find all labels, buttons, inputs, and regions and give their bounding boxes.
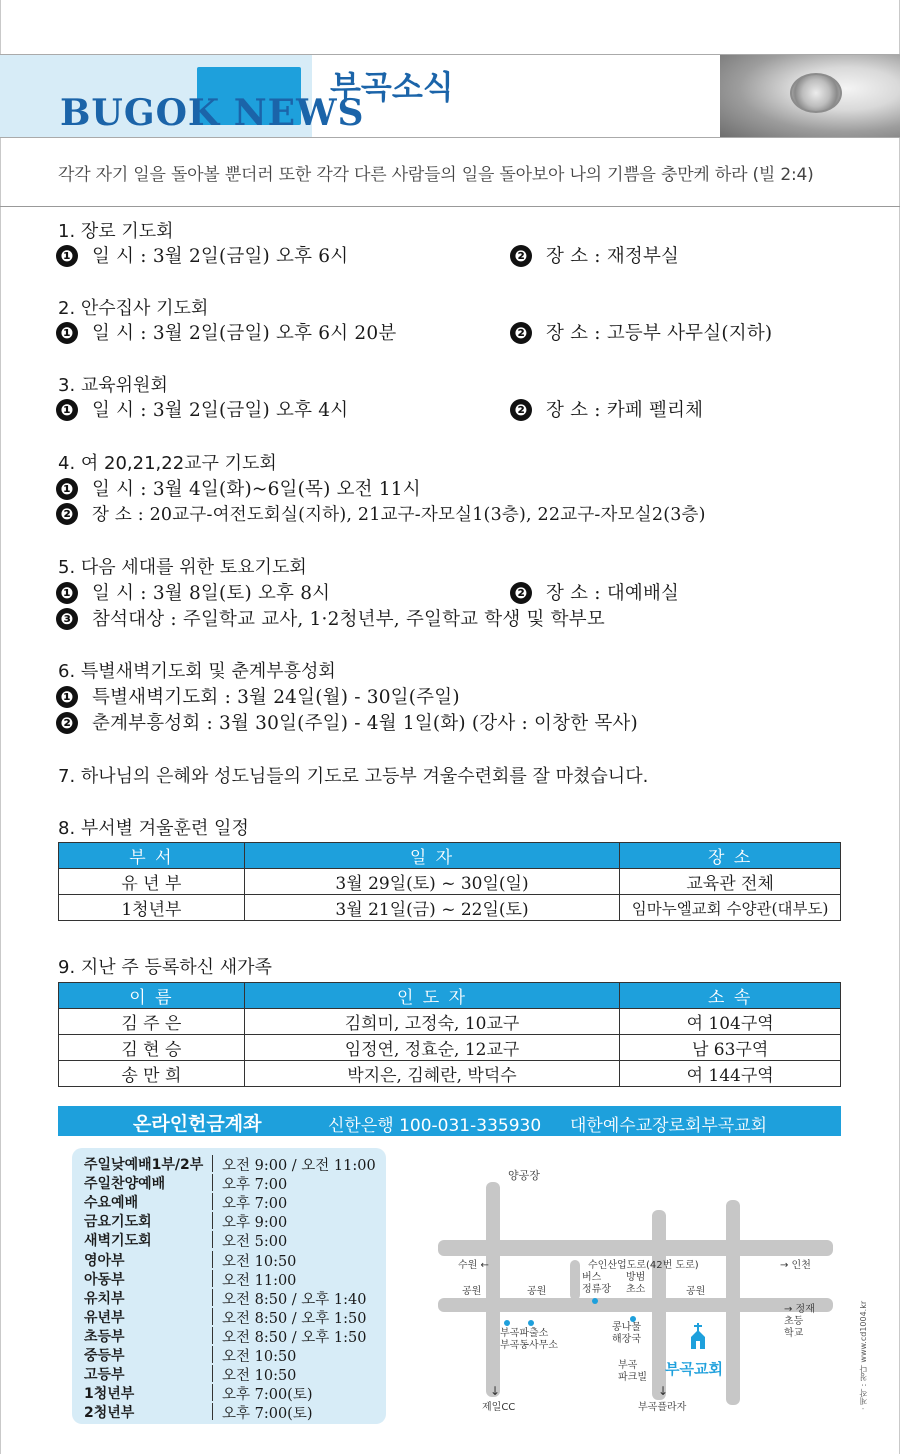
schedule-row bbox=[84, 1250, 384, 1269]
map-label-church: 부곡교회 bbox=[665, 1360, 723, 1378]
schedule-row bbox=[84, 1364, 384, 1383]
schedule-separator bbox=[212, 1174, 213, 1191]
section-6-revival: 춘계부흥성회 : 3월 30일(주일) - 4월 1일(화) (강사 : 이창한 목사) bbox=[92, 713, 638, 734]
section-1-line-1 bbox=[56, 242, 348, 268]
schedule-service-time: 오전 10:50 bbox=[222, 1349, 297, 1365]
header-stump-photo bbox=[720, 55, 900, 138]
arrow-down-icon: ↓ bbox=[658, 1384, 669, 1398]
table-row bbox=[59, 1035, 841, 1061]
map-road-west bbox=[486, 1182, 500, 1397]
number-1-icon: ❶ bbox=[56, 582, 78, 604]
section-5-line-1 bbox=[56, 579, 330, 605]
schedule-row bbox=[84, 1154, 384, 1173]
table-row bbox=[59, 869, 841, 895]
table-row bbox=[59, 1061, 841, 1087]
schedule-separator bbox=[212, 1155, 213, 1172]
schedule-row bbox=[84, 1173, 384, 1192]
number-1-icon: ❶ bbox=[56, 245, 78, 267]
table-cell: 여 144구역 bbox=[620, 1061, 841, 1087]
schedule-separator bbox=[212, 1346, 213, 1363]
section-5-title: 5. 다음 세대를 위한 토요기도회 bbox=[58, 557, 307, 578]
schedule-separator bbox=[212, 1327, 213, 1344]
table-cell: 교육관 전체 bbox=[620, 869, 841, 895]
section-7-title: 7. 하나님의 은혜와 성도님들의 기도로 고등부 겨울수련회를 잘 마쳤습니다. bbox=[58, 766, 649, 787]
training-schedule-table bbox=[58, 842, 841, 921]
worship-schedule bbox=[72, 1148, 386, 1424]
map-marker-office bbox=[528, 1320, 534, 1326]
section-1-place: 장 소 : 재정부실 bbox=[546, 246, 680, 267]
schedule-separator bbox=[212, 1270, 213, 1287]
schedule-row bbox=[84, 1269, 384, 1288]
table-row bbox=[59, 1009, 841, 1035]
section-1-title: 1. 장로 기도회 bbox=[58, 221, 174, 242]
section-3-title: 3. 교육위원회 bbox=[58, 375, 168, 396]
section-8-title: 8. 부서별 겨울훈련 일정 bbox=[58, 818, 249, 839]
schedule-service-name: 금요기도회 bbox=[84, 1214, 152, 1231]
column-header: 인 도 자 bbox=[244, 983, 620, 1009]
arrow-down-icon: ↓ bbox=[490, 1384, 501, 1398]
schedule-service-time: 오후 7:00(토) bbox=[222, 1406, 313, 1423]
table-cell: 임마누엘교회 수양관(대부도) bbox=[620, 895, 841, 921]
table-cell: 김 주 은 bbox=[59, 1009, 245, 1035]
map-road-center bbox=[652, 1210, 669, 1400]
divider bbox=[0, 206, 900, 207]
schedule-service-name: 고등부 bbox=[84, 1367, 125, 1384]
schedule-service-time: 오후 7:00 bbox=[222, 1196, 288, 1213]
schedule-service-name: 중등부 bbox=[84, 1348, 125, 1364]
table-cell: 남 63구역 bbox=[620, 1035, 841, 1061]
section-5-attendees: 참석대상 : 주일학교 교사, 1·2청년부, 주일학교 학생 및 학부모 bbox=[92, 609, 605, 630]
section-5-line-2 bbox=[510, 579, 679, 605]
map-label-park-1: 공원 bbox=[462, 1286, 482, 1297]
section-5-line-3 bbox=[56, 605, 605, 631]
schedule-service-time: 오전 10:50 bbox=[222, 1253, 297, 1270]
schedule-service-time: 오전 8:50 / 오후 1:50 bbox=[222, 1329, 367, 1346]
section-3-line-2 bbox=[510, 396, 703, 422]
schedule-service-time: 오후 9:00 bbox=[222, 1215, 288, 1232]
table-cell: 3월 21일(금) ~ 22일(토) bbox=[244, 895, 620, 921]
section-2-line-1 bbox=[56, 319, 396, 345]
church-icon bbox=[690, 1323, 704, 1347]
number-2-icon: ❷ bbox=[510, 582, 532, 604]
location-map bbox=[420, 1170, 840, 1420]
map-label-bus-stop: 버스 정류장 bbox=[582, 1272, 611, 1295]
section-9-title: 9. 지난 주 등록하신 새가족 bbox=[58, 957, 272, 978]
section-5-place: 장 소 : 대예배실 bbox=[546, 583, 680, 604]
schedule-separator bbox=[212, 1403, 213, 1420]
section-2-title: 2. 안수집사 기도회 bbox=[58, 298, 209, 319]
schedule-service-name: 주일찬양예배 bbox=[84, 1176, 166, 1193]
bugok-news-logo: BUGOK NEWS bbox=[60, 92, 365, 134]
map-label-yanggongjang: 양공장 bbox=[508, 1169, 540, 1182]
schedule-row bbox=[84, 1211, 384, 1230]
section-3-place: 장 소 : 카페 펠리체 bbox=[546, 400, 704, 421]
number-2-icon: ❷ bbox=[56, 712, 78, 734]
table-cell: 3월 29일(토) ~ 30일(일) bbox=[244, 869, 620, 895]
number-2-icon: ❷ bbox=[510, 399, 532, 421]
table-header-row bbox=[59, 843, 841, 869]
map-road-small bbox=[570, 1260, 580, 1300]
table-cell: 여 104구역 bbox=[620, 1009, 841, 1035]
section-3-line-1 bbox=[56, 396, 348, 422]
schedule-service-name: 1청년부 bbox=[84, 1386, 135, 1403]
map-marker-bus-stop bbox=[592, 1298, 598, 1304]
schedule-separator bbox=[212, 1308, 213, 1325]
section-6-title: 6. 특별새벽기도회 및 춘계부흥성회 bbox=[58, 661, 336, 682]
column-header: 이 름 bbox=[59, 983, 245, 1009]
section-1-time: 일 시 : 3월 2일(금일) 오후 6시 bbox=[92, 246, 349, 267]
table-header-row bbox=[59, 983, 841, 1009]
schedule-service-name: 초등부 bbox=[84, 1328, 125, 1345]
schedule-row bbox=[84, 1383, 384, 1402]
table-cell: 박지은, 김혜란, 박덕수 bbox=[244, 1061, 620, 1087]
schedule-service-time: 오후 7:00 bbox=[222, 1177, 288, 1194]
scripture-verse: 각각 자기 일을 돌아볼 뿐더러 또한 각각 다른 사람들의 일을 돌아보아 나의 기쁨을 충만케 하라 (빌 2:4) bbox=[58, 165, 814, 185]
section-4-title: 4. 여 20,21,22교구 기도회 bbox=[58, 453, 277, 474]
schedule-separator bbox=[212, 1193, 213, 1210]
table-cell: 김 현 승 bbox=[59, 1035, 245, 1061]
table-row bbox=[59, 895, 841, 921]
column-header: 일 자 bbox=[244, 843, 620, 869]
number-3-icon: ❸ bbox=[56, 608, 78, 630]
schedule-row bbox=[84, 1345, 384, 1364]
number-2-icon: ❷ bbox=[510, 322, 532, 344]
schedule-service-name: 새벽기도회 bbox=[84, 1233, 152, 1250]
section-6-line-1 bbox=[56, 683, 460, 709]
section-2-line-2 bbox=[510, 319, 772, 345]
schedule-service-name: 유치부 bbox=[84, 1290, 125, 1307]
table-cell: 송 만 희 bbox=[59, 1061, 245, 1087]
schedule-service-time: 오전 8:50 / 오후 1:40 bbox=[222, 1291, 367, 1308]
map-label-road: 수인산업도로(42번 도로) bbox=[588, 1260, 699, 1271]
map-marker-police bbox=[504, 1320, 510, 1326]
number-2-icon: ❷ bbox=[510, 245, 532, 267]
schedule-separator bbox=[212, 1212, 213, 1229]
schedule-row bbox=[84, 1288, 384, 1307]
schedule-service-name: 유년부 bbox=[84, 1309, 125, 1326]
table-cell: 김희미, 고정숙, 10교구 bbox=[244, 1009, 620, 1035]
map-label-kongnamul: 콩나물 해장국 bbox=[612, 1322, 641, 1345]
number-2-icon: ❷ bbox=[56, 503, 78, 525]
schedule-row bbox=[84, 1326, 384, 1345]
section-4-line-2 bbox=[56, 501, 706, 526]
account-holder: 대한예수교장로회부곡교회 bbox=[570, 1116, 768, 1136]
section-6-dawn-prayer: 특별새벽기도회 : 3월 24일(월) - 30일(주일) bbox=[92, 687, 460, 708]
column-header: 장 소 bbox=[620, 843, 841, 869]
map-label-incheon: → 인천 bbox=[780, 1260, 811, 1271]
schedule-separator bbox=[212, 1289, 213, 1306]
map-label-police-booth: 방범 초소 bbox=[626, 1272, 646, 1295]
page-title: 부곡소식 bbox=[330, 68, 454, 106]
map-credit: · 제작 : 청다 www.cd1004.kr bbox=[859, 1300, 868, 1410]
schedule-row bbox=[84, 1402, 384, 1421]
section-4-place: 장 소 : 20교구-여전도회실(지하), 21교구-자모실1(3층), 22교구-자모실2(3층) bbox=[92, 505, 706, 525]
section-4-line-1 bbox=[56, 475, 421, 501]
schedule-row bbox=[84, 1230, 384, 1249]
map-road-east bbox=[726, 1200, 740, 1405]
bank-account: 신한은행 100-031-335930 bbox=[328, 1116, 542, 1136]
map-label-jeongjae-school: → 정재 초등 학교 bbox=[784, 1304, 815, 1339]
schedule-separator bbox=[212, 1384, 213, 1401]
map-label-bugok-plaza: 부곡플라자 bbox=[638, 1402, 687, 1413]
schedule-separator bbox=[212, 1365, 213, 1382]
schedule-service-name: 영아부 bbox=[84, 1252, 125, 1269]
map-label-park-3: 공원 bbox=[686, 1286, 706, 1297]
table-cell: 유 년 부 bbox=[59, 869, 245, 895]
schedule-service-time: 오전 5:00 bbox=[222, 1234, 288, 1251]
schedule-service-time: 오전 8:50 / 오후 1:50 bbox=[222, 1310, 367, 1327]
map-label-parkville: 부곡 파크빌 bbox=[618, 1360, 647, 1383]
schedule-separator bbox=[212, 1231, 213, 1248]
section-3-time: 일 시 : 3월 2일(금일) 오후 4시 bbox=[92, 400, 349, 421]
column-header: 부 서 bbox=[59, 843, 245, 869]
column-header: 소 속 bbox=[620, 983, 841, 1009]
tree-stump-image bbox=[790, 73, 842, 113]
number-1-icon: ❶ bbox=[56, 399, 78, 421]
schedule-service-name: 주일낮예배1부/2부 bbox=[84, 1157, 204, 1173]
schedule-service-time: 오전 11:00 bbox=[222, 1272, 297, 1289]
online-offering-banner bbox=[58, 1106, 841, 1136]
newcomer-table bbox=[58, 982, 841, 1087]
number-1-icon: ❶ bbox=[56, 686, 78, 708]
schedule-service-time: 오전 9:00 / 오전 11:00 bbox=[222, 1158, 376, 1174]
table-cell: 임정연, 정효순, 12교구 bbox=[244, 1035, 620, 1061]
section-5-time: 일 시 : 3월 8일(토) 오후 8시 bbox=[92, 583, 331, 604]
schedule-row bbox=[84, 1192, 384, 1211]
map-label-police-office: 부곡파출소 부곡동사무소 bbox=[500, 1328, 558, 1351]
number-1-icon: ❶ bbox=[56, 322, 78, 344]
schedule-service-time: 오전 10:50 bbox=[222, 1368, 297, 1385]
section-6-line-2 bbox=[56, 709, 638, 735]
map-label-park-2: 공원 bbox=[527, 1286, 547, 1297]
number-1-icon: ❶ bbox=[56, 478, 78, 500]
online-offering-title: 온라인헌금계좌 bbox=[133, 1113, 262, 1135]
section-2-time: 일 시 : 3월 2일(금일) 오후 6시 20분 bbox=[92, 323, 397, 344]
schedule-service-time: 오후 7:00(토) bbox=[222, 1387, 313, 1404]
schedule-service-name: 2청년부 bbox=[84, 1405, 135, 1422]
map-label-suwon: 수원 ← bbox=[458, 1260, 489, 1271]
schedule-separator bbox=[212, 1251, 213, 1268]
schedule-service-name: 수요예배 bbox=[84, 1195, 139, 1212]
section-1-line-2 bbox=[510, 242, 679, 268]
section-4-time: 일 시 : 3월 4일(화)~6일(목) 오전 11시 bbox=[92, 479, 421, 500]
section-2-place: 장 소 : 고등부 사무실(지하) bbox=[546, 323, 773, 344]
schedule-service-name: 아동부 bbox=[84, 1271, 125, 1288]
map-label-jeil-cc: 제일CC bbox=[482, 1402, 516, 1413]
table-cell: 1청년부 bbox=[59, 895, 245, 921]
schedule-row bbox=[84, 1307, 384, 1326]
